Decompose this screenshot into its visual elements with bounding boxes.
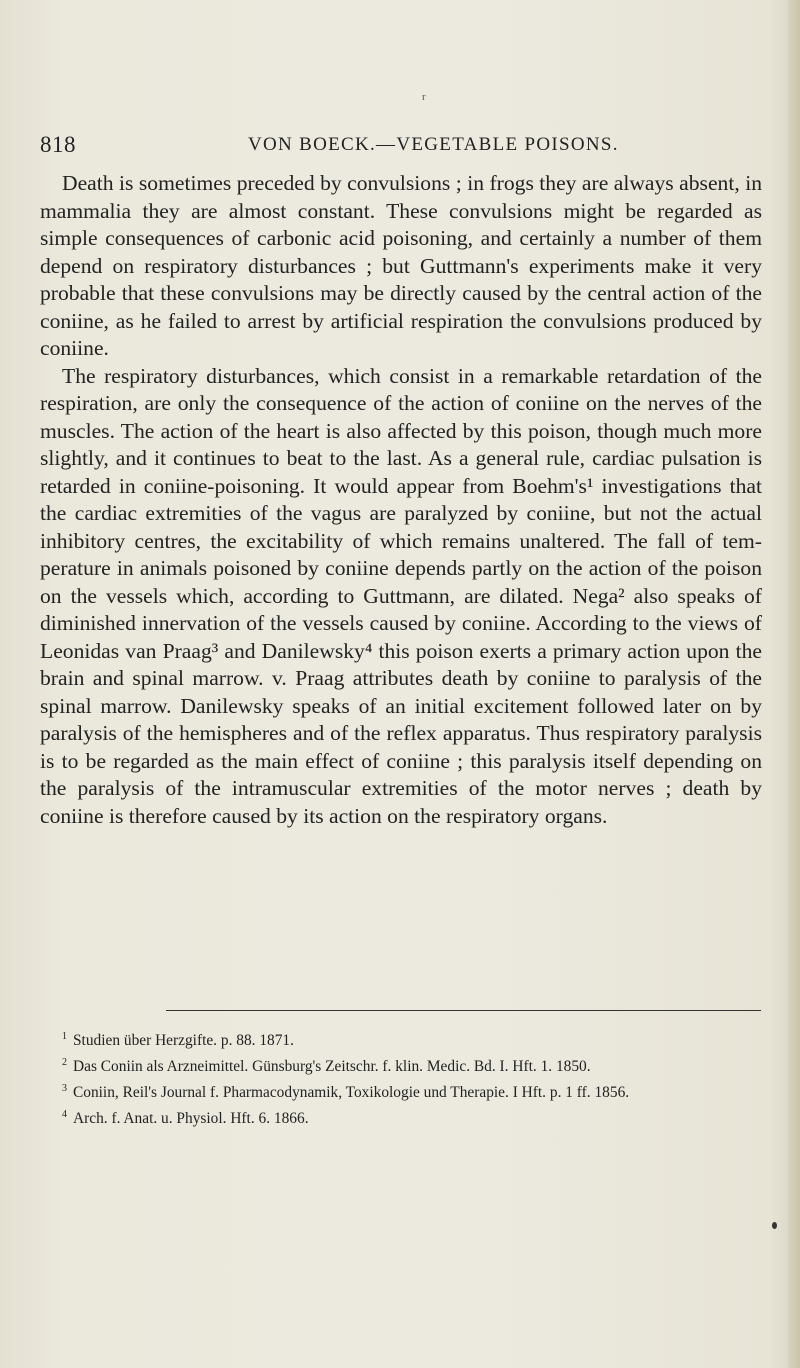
paragraph: Death is sometimes preceded by convulsions ; in frogs they are always absent, in mammalia they are almost constant. These convulsions might be regarded as simple consequences of carbonic acid poisoning, and certainly a number of them depend on respiratory disturbances ; but Guttmann's experiments make it very probable that these convulsions may be directly caused by the central action of the coniine, as he failed to arrest by artificial respiration the convulsions produced by coniine. (40, 171, 762, 360)
ink-spot (772, 1222, 777, 1229)
page-edge (788, 0, 800, 1368)
footnote-marker: 3 (62, 1082, 67, 1094)
printer-mark: r (422, 91, 426, 103)
body-text (40, 170, 762, 830)
page-header (40, 132, 760, 160)
footnote (40, 1105, 762, 1129)
footnote-marker: 2 (62, 1056, 67, 1068)
footnote-marker: 4 (62, 1108, 67, 1120)
footnote-text: Studien über Herzgifte. p. 88. 1871. (73, 1032, 294, 1050)
running-head: VON BOECK.—VEGETABLE POISONS. (248, 134, 619, 155)
paragraph: The respiratory disturbances, which consist in a remarkable retardation of the respiration, are only the consequence of the action of coniine on the nerves of the muscles. The action of the heart is also affected by this poison, though much more slightly, and it continues to beat to the last. As a general rule, cardiac pulsation is retarded in coniine-poisoning. It would appear from Boehm's¹ investigations that the cardiac extremities of the vagus are paralyzed by coniine, but not the actual inhibitory centres, the excitability of which remains unaltered. The fall of temperature in animals poisoned by coniine depends partly on the action of the poison on the vessels which, according to Guttmann, are dilated. Nega² also speaks of diminished innervation of the vessels caused by coniine. According to the views of Leonidas van Praag³ and Danilewsky⁴ this poison exerts a primary action upon the brain and spinal marrow. v. Praag attributes death by coniine to paralysis of the spinal marrow. Danilewsky speaks of an initial excitement followed later on by paralysis of the hemispheres and of the reflex apparatus. Thus respiratory paralysis is to be regarded as the main effect of coniine ; this paralysis itself depending on the paralysis of the intramuscular extremities of the motor nerves ; death by coniine is therefore caused by its action on the respiratory organs. (40, 363, 762, 828)
footnote-text: Coniin, Reil's Journal f. Pharmacodynamik, Toxikologie und Therapie. I Hft. p. 1 ff. 1856. (73, 1083, 630, 1101)
footnote (40, 1027, 762, 1051)
footnote-rule (166, 1010, 761, 1011)
page-number: 818 (40, 132, 76, 157)
footnotes (40, 1027, 762, 1131)
footnote (40, 1079, 762, 1103)
footnote (40, 1053, 762, 1077)
footnote-text: Arch. f. Anat. u. Physiol. Hft. 6. 1866. (73, 1109, 309, 1127)
footnote-text: Das Coniin als Arzneimittel. Günsburg's Zeitschr. f. klin. Medic. Bd. I. Hft. 1. 1850. (73, 1058, 591, 1076)
footnote-marker: 1 (62, 1031, 67, 1042)
